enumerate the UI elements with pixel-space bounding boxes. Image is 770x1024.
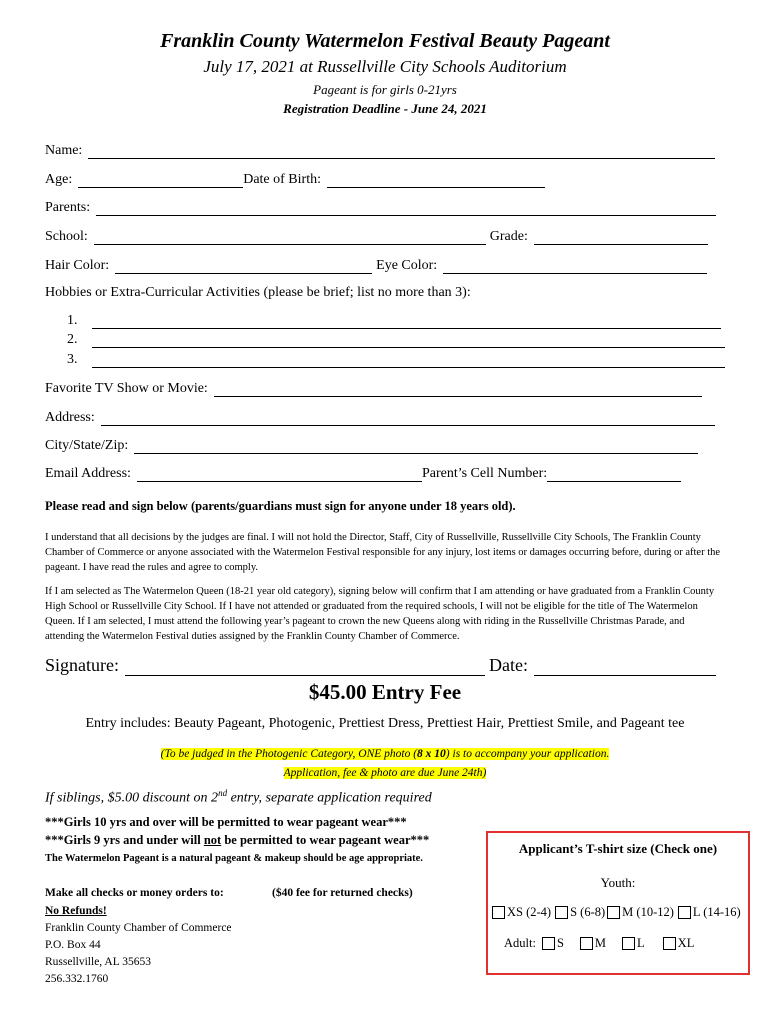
hobbies-row [45, 285, 471, 301]
tv-label: Favorite TV Show or Movie: [45, 381, 208, 396]
youth-l-checkbox[interactable] [678, 906, 691, 919]
age-note: Pageant is for girls 0-21yrs [313, 82, 457, 97]
agreement-paragraph-2: If I am selected as The Watermelon Queen (18-21 year old category), signing below will confirm that I am attending or have graduated from a Franklin County High School or Russellville City School. If I have not attended or graduated from the required schools, I will not be eligible for the title of The Watermelon Queen. If I am selected, I must attend the following year’s pageant to crown the new Queens along with riding in the Russellville Christmas Parade, and attending the Watermelon Festival duties assigned by the Franklin County Chamber of Commerce. [45, 586, 715, 642]
city-row [45, 438, 698, 454]
youth-xs-label: XS (2-4) [507, 905, 552, 919]
youth-sizes-row [492, 905, 741, 920]
tshirt-title: Applicant’s T-shirt size (Check one) [518, 841, 718, 856]
rule-10-and-over: ***Girls 10 yrs and over will be permitted to wear pageant wear*** [45, 815, 407, 829]
date-label: Date: [489, 655, 528, 675]
adult-s-checkbox[interactable] [542, 937, 555, 950]
sibling-text-a: If siblings, $5.00 discount on 2 [45, 790, 219, 806]
youth-m-checkbox[interactable] [607, 906, 620, 919]
adult-m-label: M [594, 936, 607, 950]
due-note [0, 763, 770, 781]
name-field[interactable] [88, 144, 715, 159]
adult-s-label: S [556, 936, 564, 950]
entry-includes: Entry includes: Beauty Pageant, Photogenic, Prettiest Dress, Prettiest Hair, Prettiest Smile, and Pageant tee [85, 716, 685, 731]
parents-label: Parents: [45, 200, 91, 215]
photo-note-text-c: ) is to accompany your application. [445, 748, 610, 760]
sibling-discount [45, 788, 432, 807]
city-label: City/State/Zip: [45, 438, 129, 453]
hair-label: Hair Color: [45, 258, 110, 273]
natural-pageant-note: The Watermelon Pageant is a natural pageant & makeup should be age appropriate. [45, 853, 423, 864]
parents-field[interactable] [96, 201, 716, 216]
signature-row [45, 655, 716, 676]
adult-sizes-row [504, 936, 694, 951]
dob-field[interactable] [327, 173, 545, 188]
youth-s-label: S (6-8) [570, 905, 606, 919]
returned-check-fee: ($40 fee for returned checks) [272, 887, 413, 899]
payee-po-box: P.O. Box 44 [45, 939, 101, 951]
payee-org: Franklin County Chamber of Commerce [45, 922, 232, 934]
sibling-sup: nd [218, 788, 228, 798]
no-refunds: No Refunds! [45, 905, 107, 917]
address-label: Address: [45, 410, 95, 425]
hair-eye-row [45, 258, 707, 274]
adult-l-checkbox[interactable] [622, 937, 635, 950]
grade-label: Grade: [489, 229, 528, 244]
eye-field[interactable] [443, 259, 707, 274]
youth-m-label: M (10-12) [622, 905, 674, 919]
signature-label: Signature: [45, 655, 119, 675]
youth-l-label: L (14-16) [692, 905, 741, 919]
due-note-text: Application, fee & photo are due June 24th) [283, 767, 487, 779]
hobby-number-2: 2. [67, 332, 78, 347]
photo-note [0, 744, 770, 762]
parents-row [45, 200, 716, 216]
signature-field[interactable] [125, 657, 485, 676]
checks-payable: Make all checks or money orders to: [45, 887, 224, 899]
rule-2-a: ***Girls 9 yrs and under will [45, 833, 204, 847]
address-field[interactable] [101, 411, 715, 426]
youth-label: Youth: [600, 875, 636, 890]
school-field[interactable] [94, 230, 486, 245]
age-row [45, 172, 545, 188]
sibling-text-b: entry, separate application required [227, 790, 432, 806]
school-row [45, 229, 708, 245]
age-field[interactable] [78, 173, 243, 188]
email-label: Email Address: [45, 466, 131, 481]
parent-cell-label: Parent’s Cell Number: [421, 466, 548, 481]
youth-xs-checkbox[interactable] [492, 906, 505, 919]
agreement-heading: Please read and sign below (parents/guardians must sign for anyone under 18 years old). [45, 499, 516, 513]
adult-label: Adult: [504, 936, 536, 950]
date-field[interactable] [534, 657, 716, 676]
adult-m-checkbox[interactable] [580, 937, 593, 950]
school-label: School: [45, 229, 88, 244]
adult-l-label: L [637, 936, 645, 950]
hobby-number-1: 1. [67, 313, 78, 328]
hobby-field-1[interactable] [92, 328, 721, 329]
rule-9-and-under [45, 833, 429, 848]
youth-s-checkbox[interactable] [555, 906, 568, 919]
hobby-field-2[interactable] [92, 347, 725, 348]
registration-deadline: Registration Deadline - June 24, 2021 [283, 101, 487, 116]
dob-label: Date of Birth: [243, 172, 321, 187]
payee-city: Russellville, AL 35653 [45, 956, 151, 968]
photo-note-text-a: (To be judged in the Photogenic Category, ONE photo ( [160, 748, 418, 760]
event-date-location: July 17, 2021 at Russellville City Schools Auditorium [203, 57, 567, 76]
adult-xl-label: XL [677, 936, 695, 950]
adult-xl-checkbox[interactable] [663, 937, 676, 950]
rule-2-b: be permitted to wear pageant wear*** [221, 833, 430, 847]
eye-label: Eye Color: [376, 258, 438, 273]
rule-2-not: not [203, 833, 222, 847]
tshirt-size-box [486, 831, 750, 975]
tv-field[interactable] [214, 382, 702, 397]
age-label: Age: [45, 172, 73, 187]
hobby-number-3: 3. [67, 352, 78, 367]
parent-cell-field[interactable] [547, 467, 681, 482]
entry-fee: $45.00 Entry Fee [308, 680, 462, 704]
page-title: Franklin County Watermelon Festival Beauty Pageant [160, 30, 610, 52]
hobby-field-3[interactable] [92, 367, 725, 368]
name-row [45, 143, 715, 159]
payee-phone: 256.332.1760 [45, 973, 109, 985]
agreement-paragraph-1: I understand that all decisions by the judges are final. I will not hold the Director, Staff, City of Russellville, Russellville City Schools, The Franklin County Chamber of Commerce or anyone associated with the Watermelon Festival responsible for any injury, lost items or damages occurring before, during or after the pageant. I have read the rules and agree to comply. [45, 532, 721, 573]
tv-row [45, 381, 702, 397]
city-field[interactable] [134, 439, 698, 454]
hobbies-label: Hobbies or Extra-Curricular Activities (please be brief; list no more than 3): [45, 285, 471, 300]
hair-field[interactable] [115, 259, 372, 274]
grade-field[interactable] [534, 230, 708, 245]
address-row [45, 410, 715, 426]
email-row [45, 466, 681, 482]
email-field[interactable] [137, 467, 422, 482]
name-label: Name: [45, 143, 83, 158]
photo-size: 8 x 10 [417, 748, 446, 760]
